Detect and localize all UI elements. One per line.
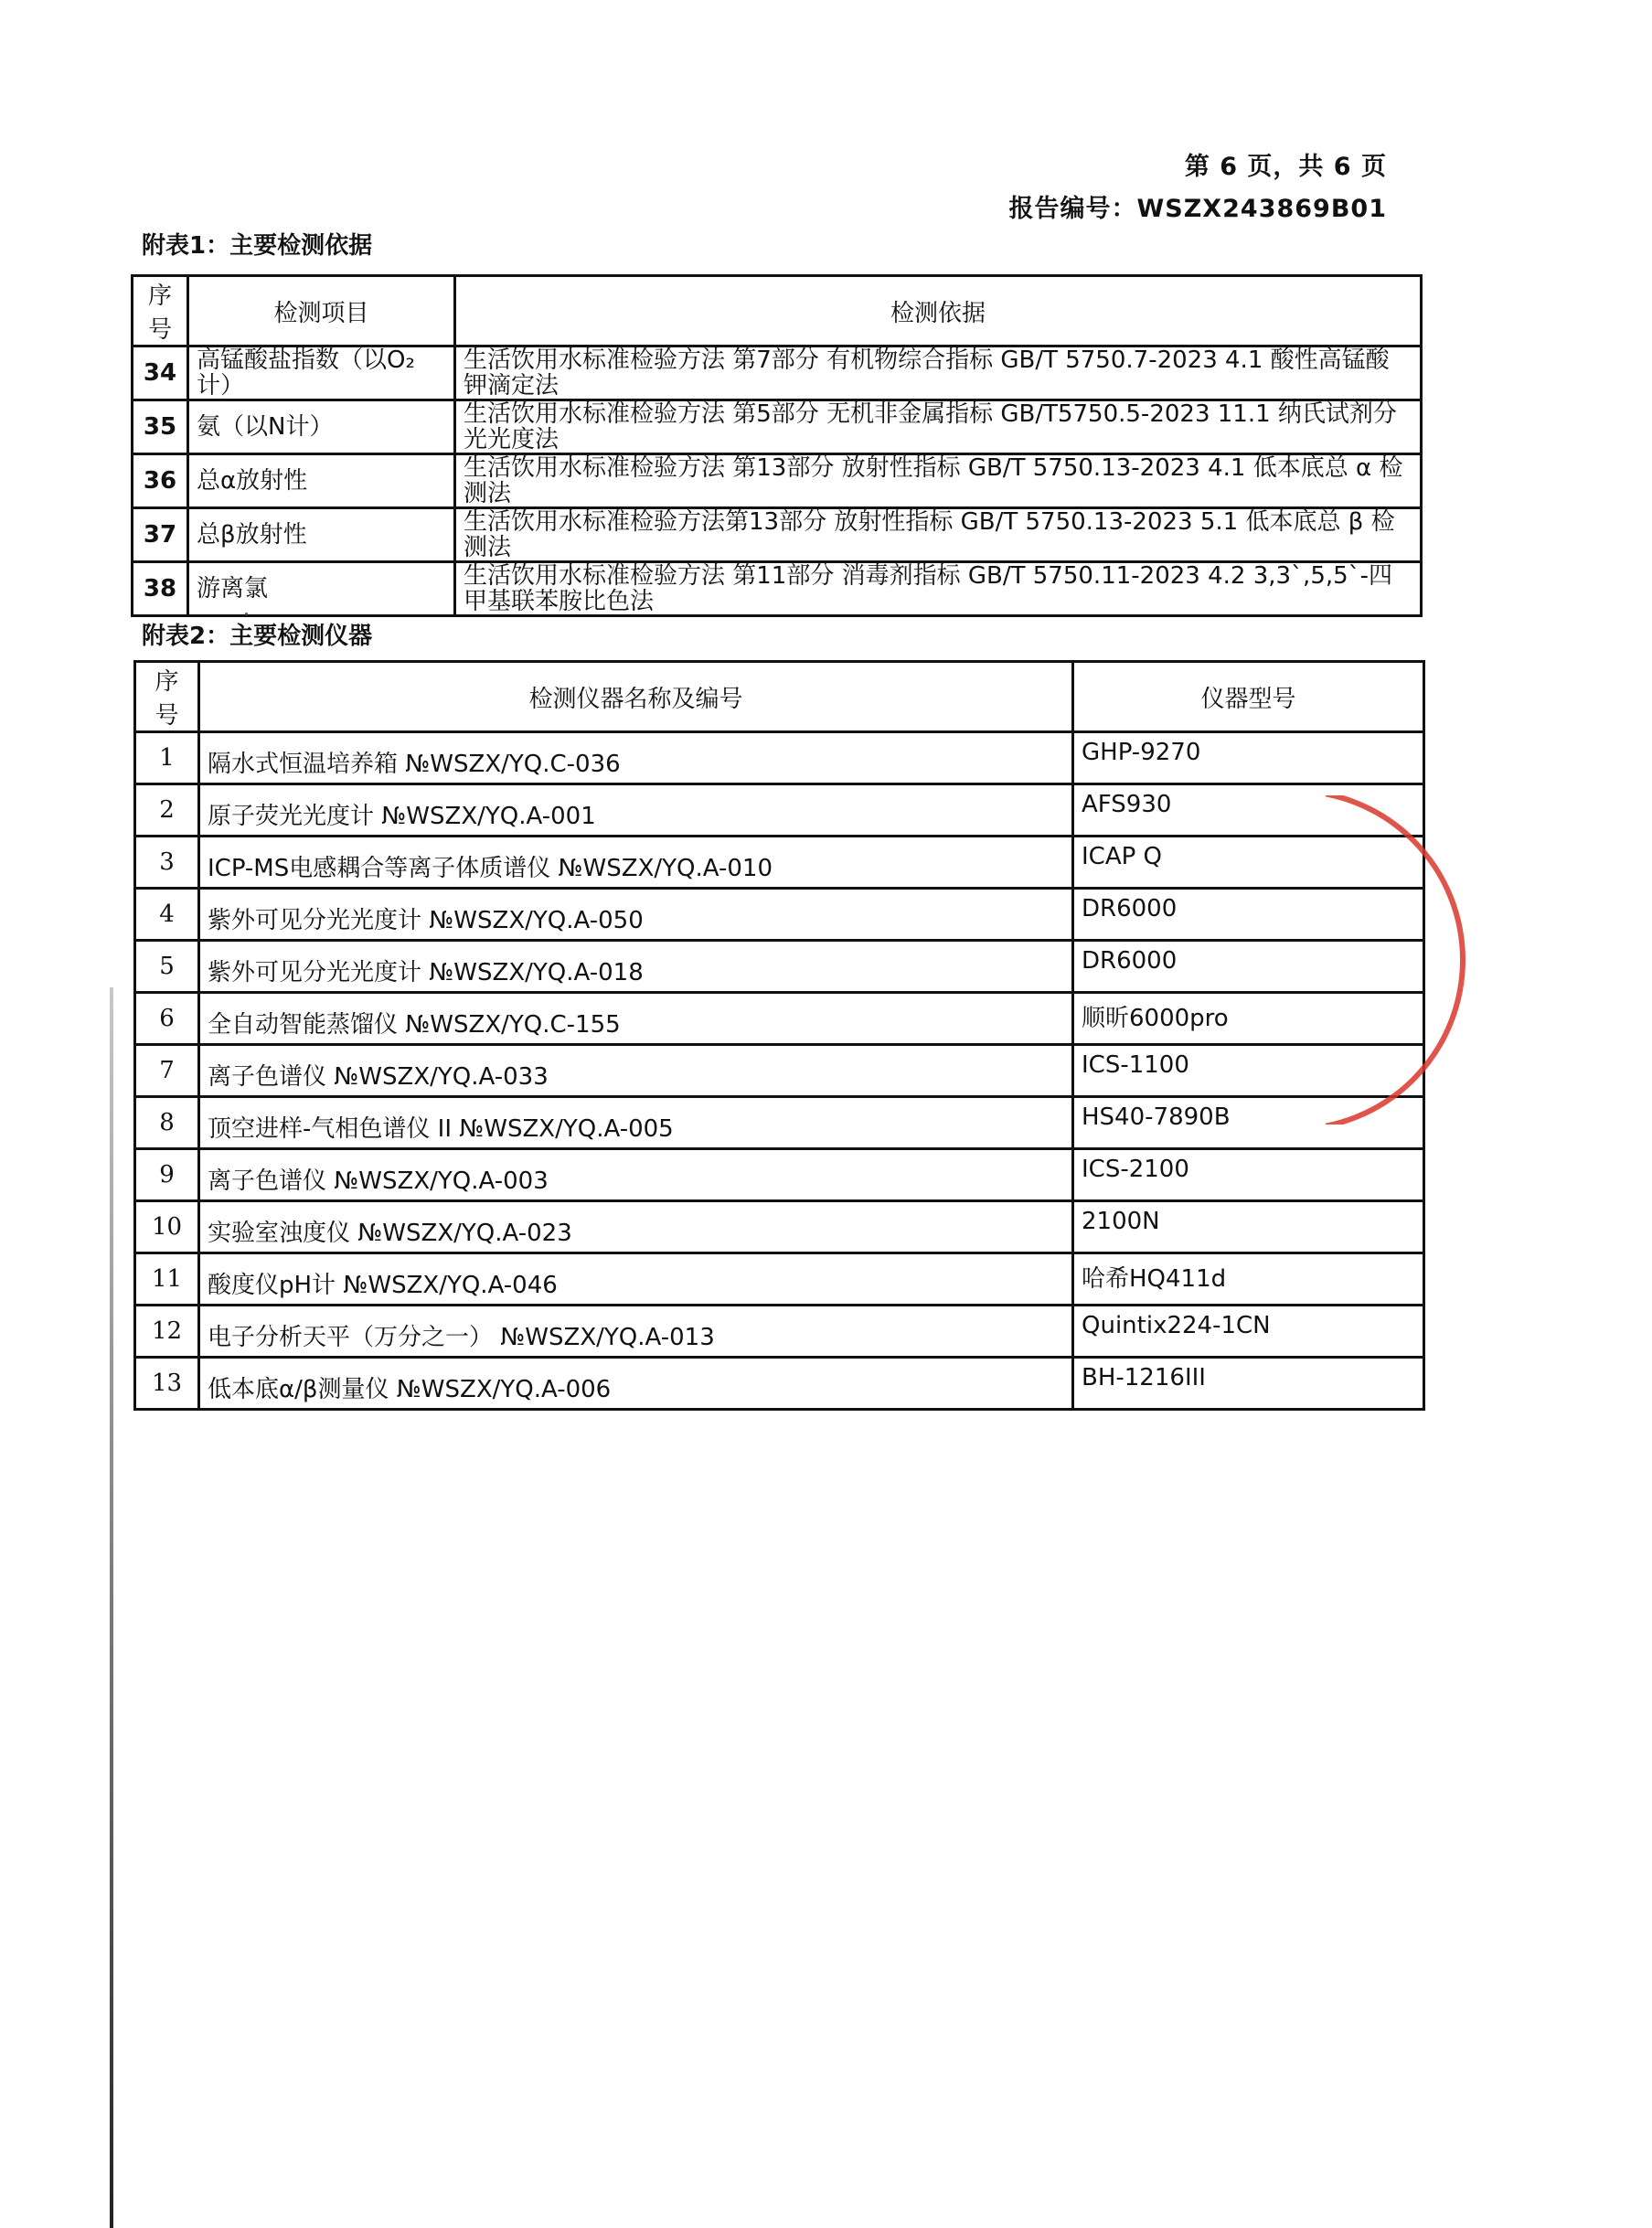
row-model: 2100N bbox=[1073, 1201, 1424, 1253]
table-row bbox=[135, 1149, 1424, 1201]
table-row bbox=[133, 346, 1422, 400]
row-seq: 36 bbox=[133, 454, 188, 508]
row-item: 高锰酸盐指数（以O₂ 计） bbox=[188, 346, 455, 400]
testing-basis-table bbox=[131, 274, 1423, 617]
official-seal bbox=[1326, 795, 1518, 1125]
table-header-row bbox=[135, 662, 1424, 732]
row-model: GHP-9270 bbox=[1073, 732, 1424, 784]
row-instrument: 原子荧光光度计 №WSZX/YQ.A-001 bbox=[199, 784, 1073, 837]
header-instrument: 检测仪器名称及编号 bbox=[199, 662, 1073, 732]
header-seq: 序号 bbox=[135, 662, 199, 732]
row-model: ICS-1100 bbox=[1073, 1045, 1424, 1097]
row-model: DR6000 bbox=[1073, 941, 1424, 993]
table-row bbox=[135, 1306, 1424, 1358]
table-row bbox=[135, 941, 1424, 993]
row-seq: 7 bbox=[135, 1045, 199, 1097]
table-row bbox=[135, 1045, 1424, 1097]
row-seq: 9 bbox=[135, 1149, 199, 1201]
table-row bbox=[135, 837, 1424, 889]
row-seq: 13 bbox=[135, 1358, 199, 1410]
row-model: HS40-7890B bbox=[1073, 1097, 1424, 1149]
table-row bbox=[135, 732, 1424, 784]
row-instrument: 离子色谱仪 №WSZX/YQ.A-033 bbox=[199, 1045, 1073, 1097]
row-model: BH-1216III bbox=[1073, 1358, 1424, 1410]
row-model: AFS930 bbox=[1073, 784, 1424, 837]
row-seq: 10 bbox=[135, 1201, 199, 1253]
row-instrument: 酸度仪pH计 №WSZX/YQ.A-046 bbox=[199, 1253, 1073, 1306]
seal-graphic bbox=[1326, 795, 1518, 1125]
header-model: 仪器型号 bbox=[1073, 662, 1424, 732]
row-basis: 生活饮用水标准检验方法 第13部分 放射性指标 GB/T 5750.13-2023 4.1 低本底总 α 检测法 bbox=[455, 454, 1422, 508]
table-row bbox=[133, 508, 1422, 562]
row-model: DR6000 bbox=[1073, 889, 1424, 941]
page-header bbox=[1009, 146, 1388, 230]
row-item: 氨（以N计） bbox=[188, 400, 455, 454]
row-model: 顺昕6000pro bbox=[1073, 993, 1424, 1045]
row-instrument: 离子色谱仪 №WSZX/YQ.A-003 bbox=[199, 1149, 1073, 1201]
speck bbox=[245, 613, 248, 615]
scan-edge-shadow bbox=[110, 987, 113, 2228]
report-number: WSZX243869B01 bbox=[1136, 195, 1387, 223]
row-seq: 3 bbox=[135, 837, 199, 889]
table1-title: 附表1：主要检测依据 bbox=[142, 232, 373, 260]
table-row bbox=[135, 1253, 1424, 1306]
row-instrument: 实验室浊度仪 №WSZX/YQ.A-023 bbox=[199, 1201, 1073, 1253]
table-row bbox=[133, 400, 1422, 454]
row-seq: 12 bbox=[135, 1306, 199, 1358]
report-number-label: 报告编号： bbox=[1008, 195, 1137, 223]
table-header-row bbox=[133, 276, 1422, 346]
row-model: Quintix224-1CN bbox=[1073, 1306, 1424, 1358]
row-basis: 生活饮用水标准检验方法 第5部分 无机非金属指标 GB/T5750.5-2023 11.1 纳氏试剂分光光度法 bbox=[455, 400, 1422, 454]
row-instrument: 电子分析天平（万分之一） №WSZX/YQ.A-013 bbox=[199, 1306, 1073, 1358]
row-seq: 34 bbox=[133, 346, 188, 400]
page-number: 第 6 页，共 6 页 bbox=[1184, 153, 1387, 181]
table-row bbox=[133, 454, 1422, 508]
header-item: 检测项目 bbox=[188, 276, 455, 346]
row-instrument: 全自动智能蒸馏仪 №WSZX/YQ.C-155 bbox=[199, 993, 1073, 1045]
row-item: 总α放射性 bbox=[188, 454, 455, 508]
row-seq: 37 bbox=[133, 508, 188, 562]
row-seq: 2 bbox=[135, 784, 199, 837]
table-row bbox=[135, 784, 1424, 837]
row-seq: 11 bbox=[135, 1253, 199, 1306]
row-instrument: 紫外可见分光光度计 №WSZX/YQ.A-050 bbox=[199, 889, 1073, 941]
row-seq: 6 bbox=[135, 993, 199, 1045]
row-seq: 1 bbox=[135, 732, 199, 784]
instrument-table bbox=[133, 660, 1425, 1411]
row-model: ICS-2100 bbox=[1073, 1149, 1424, 1201]
row-seq: 35 bbox=[133, 400, 188, 454]
table-row bbox=[135, 889, 1424, 941]
row-seq: 8 bbox=[135, 1097, 199, 1149]
row-basis: 生活饮用水标准检验方法 第11部分 消毒剂指标 GB/T 5750.11-2023 4.2 3,3`,5,5`-四甲基联苯胺比色法 bbox=[455, 562, 1422, 616]
row-basis: 生活饮用水标准检验方法 第7部分 有机物综合指标 GB/T 5750.7-2023 4.1 酸性高锰酸钾滴定法 bbox=[455, 346, 1422, 400]
report-number-line bbox=[1009, 188, 1388, 230]
row-model: ICAP Q bbox=[1073, 837, 1424, 889]
row-instrument: 隔水式恒温培养箱 №WSZX/YQ.C-036 bbox=[199, 732, 1073, 784]
table-row bbox=[135, 1201, 1424, 1253]
row-basis: 生活饮用水标准检验方法第13部分 放射性指标 GB/T 5750.13-2023 5.1 低本底总 β 检测法 bbox=[455, 508, 1422, 562]
table-row bbox=[133, 562, 1422, 616]
row-seq: 5 bbox=[135, 941, 199, 993]
row-instrument: ICP-MS电感耦合等离子体质谱仪 №WSZX/YQ.A-010 bbox=[199, 837, 1073, 889]
row-item: 总β放射性 bbox=[188, 508, 455, 562]
header-basis: 检测依据 bbox=[455, 276, 1422, 346]
table2-title: 附表2：主要检测仪器 bbox=[142, 623, 373, 650]
row-seq: 4 bbox=[135, 889, 199, 941]
row-instrument: 低本底α/β测量仪 №WSZX/YQ.A-006 bbox=[199, 1358, 1073, 1410]
row-instrument: 顶空进样-气相色谱仪 II №WSZX/YQ.A-005 bbox=[199, 1097, 1073, 1149]
row-model: 哈希HQ411d bbox=[1073, 1253, 1424, 1306]
row-seq: 38 bbox=[133, 562, 188, 616]
table-row bbox=[135, 993, 1424, 1045]
table-row bbox=[135, 1358, 1424, 1410]
table-row bbox=[135, 1097, 1424, 1149]
header-seq: 序号 bbox=[133, 276, 188, 346]
row-item: 游离氯 bbox=[188, 562, 455, 616]
row-instrument: 紫外可见分光光度计 №WSZX/YQ.A-018 bbox=[199, 941, 1073, 993]
